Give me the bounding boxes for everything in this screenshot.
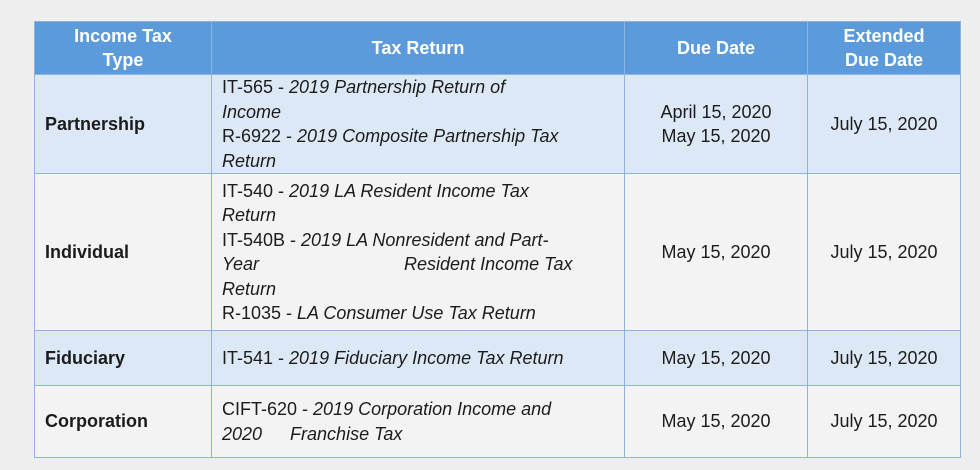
row-tax-return: IT-540 - 2019 LA Resident Income Tax Return IT-540B - 2019 LA Nonresident and Part- Year Resident Income Tax Return R-1035 - LA Consumer Use Tax Return [212, 174, 625, 331]
row-extended-due-date: July 15, 2020 [808, 75, 961, 174]
row-tax-return [212, 331, 625, 386]
row-extended-due-date: July 15, 2020 [808, 331, 961, 386]
table-row [35, 174, 961, 331]
tax-due-dates-table-container [34, 21, 960, 458]
table-row [35, 75, 961, 174]
row-due-date: May 15, 2020 [625, 386, 808, 458]
table-row [35, 386, 961, 458]
header-tax-return: Tax Return [212, 22, 625, 75]
header-row [35, 22, 961, 75]
header-extended-due-date: Extended Due Date [808, 22, 961, 75]
row-extended-due-date: July 15, 2020 [808, 386, 961, 458]
return-line: IT-541 - 2019 Fiduciary Income Tax Return [222, 347, 564, 368]
return-line: IT-540 - 2019 LA Resident Income Tax [222, 180, 529, 201]
row-type: Corporation [35, 386, 212, 458]
row-type: Fiduciary [35, 331, 212, 386]
row-due-date: April 15, 2020 May 15, 2020 [625, 75, 808, 174]
return-line: CIFT-620 - 2019 Corporation Income and [222, 399, 552, 419]
return-line: R-1035 - LA Consumer Use Tax Return [222, 303, 536, 323]
row-type: Partnership [35, 75, 212, 174]
header-due-date: Due Date [625, 22, 808, 75]
row-extended-due-date: July 15, 2020 [808, 174, 961, 331]
tax-due-dates-table [34, 21, 961, 458]
return-line: IT-540B - 2019 LA Nonresident and Part- [222, 229, 549, 250]
row-type: Individual [35, 174, 212, 331]
return-line: IT-565 - 2019 Partnership Return of [222, 77, 506, 97]
header-income-tax-type: Income Tax Type [35, 22, 212, 75]
row-due-date: May 15, 2020 [625, 174, 808, 331]
row-tax-return: CIFT-620 - 2019 Corporation Income and 2020 Franchise Tax [212, 386, 625, 458]
return-line: R-6922 - 2019 Composite Partnership Tax [222, 126, 559, 146]
row-tax-return: IT-565 - 2019 Partnership Return of Income R-6922 - 2019 Composite Partnership Tax Return [212, 75, 625, 174]
row-due-date: May 15, 2020 [625, 331, 808, 386]
table-row [35, 331, 961, 386]
